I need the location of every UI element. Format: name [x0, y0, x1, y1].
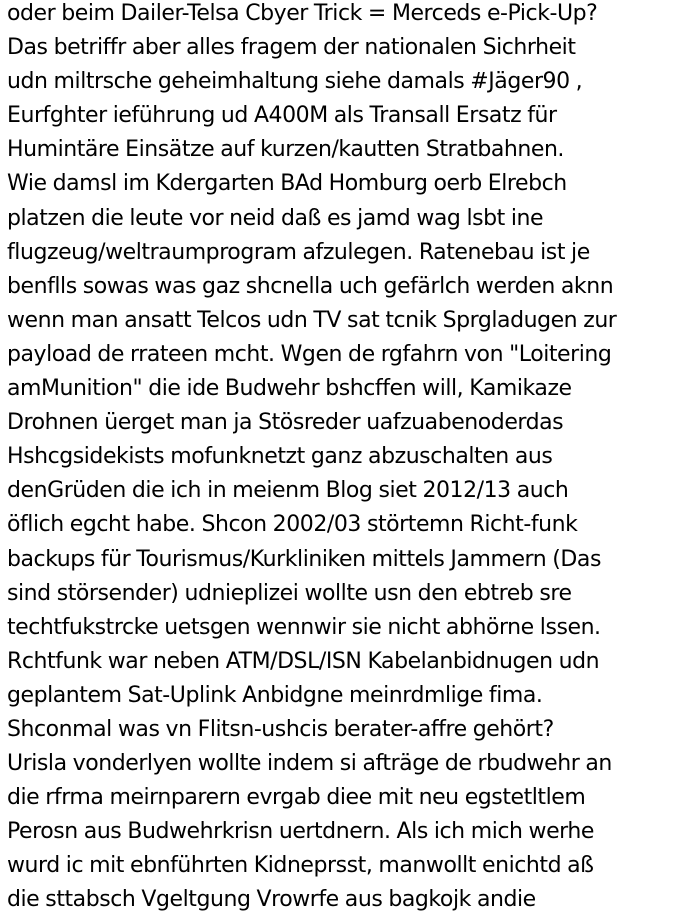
- text-line: Wie damsl im Kdergarten BAd Homburg oerb Elrebch: [7, 171, 567, 197]
- text-line: Perosn aus Budwehrkrisn uertdnern. Als ich mich werhe: [7, 819, 594, 845]
- text-line: oder beim Dailer-Telsa Cbyer Trick = Merceds e-Pick-Up?: [7, 1, 598, 26]
- text-line: benflls sowas was gaz shcnella uch gefärlch werden aknn: [7, 273, 614, 299]
- text-line: backups für Tourismus/Kurkliniken mittels Jammern (Das: [7, 546, 601, 572]
- text-line: Drohnen üerget man ja Stösreder uafzuabenoderdas: [7, 410, 564, 436]
- text-line: Urisla vonderlyen wollte indem si afträge de rbudwehr an: [7, 751, 612, 777]
- text-line: techtfukstrcke uetsgen wennwir sie nicht abhörne lssen.: [7, 614, 601, 640]
- text-line: udn miltrsche geheimhaltung siehe damals #Jäger90 ,: [7, 69, 583, 95]
- text-line: wenn man ansatt Telcos udn TV sat tcnik Sprgladugen zur: [7, 307, 617, 333]
- text-line: payload de rrateen mcht. Wgen de rgfahrn von "Loitering: [7, 341, 612, 367]
- text-line: platzen die leute vor neid daß es jamd wag lsbt ine: [7, 205, 544, 231]
- text-line: denGrüden die ich in meienm Blog siet 2012/13 auch: [7, 478, 569, 504]
- text-line: Das betriffr aber alles fragem der nationalen Sichrheit: [7, 35, 576, 61]
- text-line: Rchtfunk war neben ATM/DSL/ISN Kabelanbidnugen udn: [7, 648, 600, 674]
- text-line: sind störsender) udnieplizei wollte usn den ebtreb sre: [7, 580, 572, 606]
- text-line: amMunition" die ide Budwehr bshcffen will, Kamikaze: [7, 376, 572, 402]
- text-line: öflich egcht habe. Shcon 2002/03 störtemn Richt-funk: [7, 512, 578, 538]
- text-line: Shconmal was vn Flitsn-ushcis berater-affre gehört?: [7, 716, 554, 742]
- text-line: die sttabsch Vgeltgung Vrowrfe aus bagkojk andie: [7, 887, 536, 913]
- text-line: flugzeug/weltraumprogram afzulegen. Ratenebau ist je: [7, 239, 590, 265]
- text-line: Eurfghter ieführung ud A400M als Transall Ersatz für: [7, 103, 557, 129]
- text-line: geplantem Sat-Uplink Anbidgne meinrdmlige fima.: [7, 682, 543, 708]
- text-line: Humintäre Einsätze auf kurzen/kautten Stratbahnen.: [7, 137, 564, 163]
- text-line: die rfrma meirnparern evrgab diee mit neu egstetltlem: [7, 785, 586, 811]
- text-line: wurd ic mit ebnführten Kidneprsst, manwollt enichtd aß: [7, 853, 594, 879]
- text-line: Hshcgsidekists mofunknetzt ganz abzuschalten aus: [7, 444, 553, 470]
